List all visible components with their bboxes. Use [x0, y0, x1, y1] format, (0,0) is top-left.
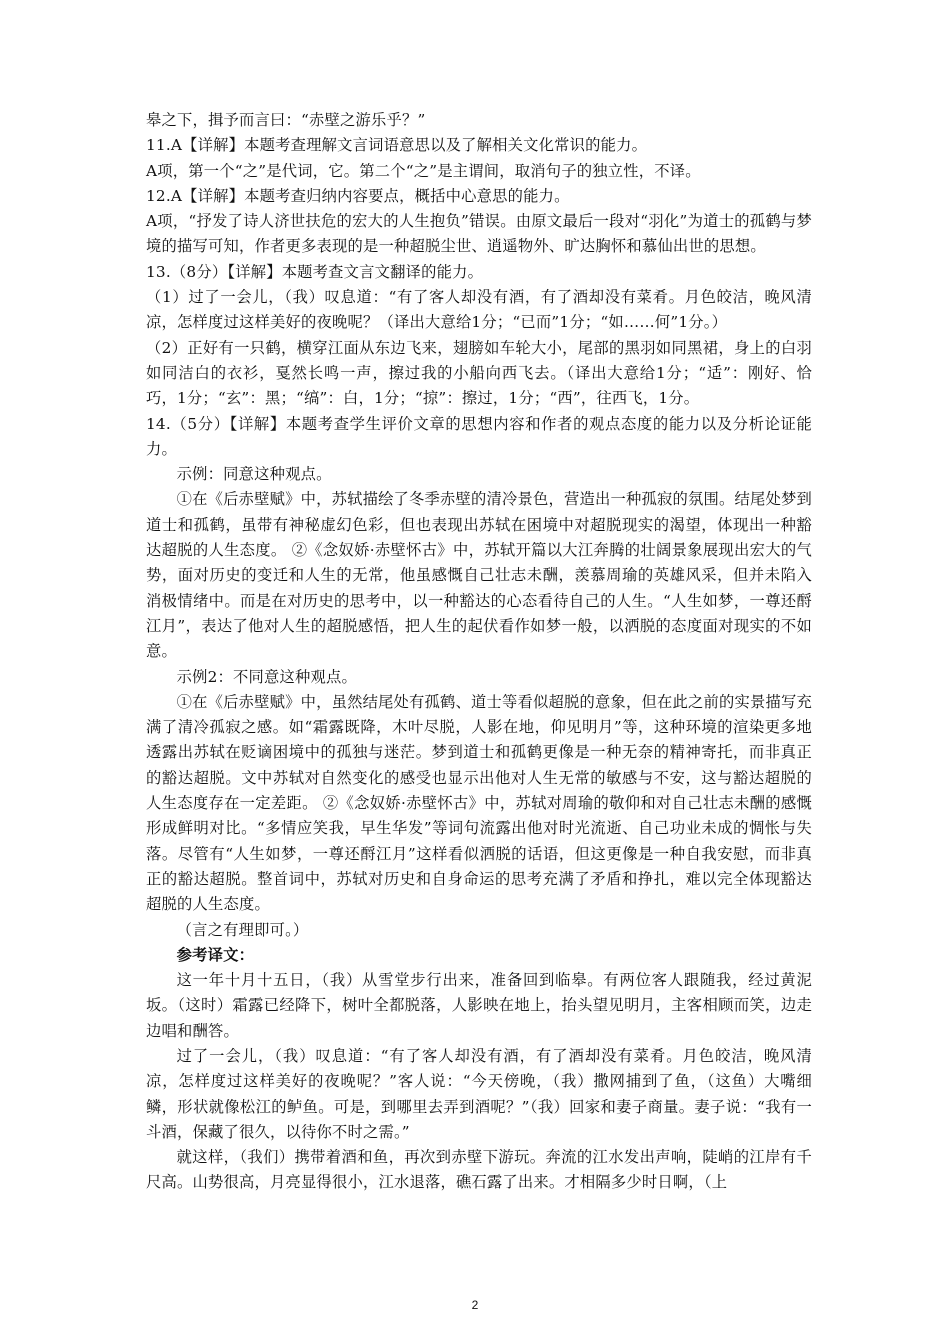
paragraph: 过了一会儿，（我）叹息道：“有了客人却没有酒，有了酒却没有菜肴。月色皎洁，晚风清凉，怎样度过这样美好的夜晚呢？”客人说：“今天傍晚，（我）撒网捕到了鱼，（这鱼）大嘴细鳞，形状就像松江的鲈鱼。可是，到哪里去弄到酒呢？”（我）回家和妻子商量。妻子说：“我有一斗酒，保藏了很久，以待你不时之需。”: [146, 1046, 812, 1141]
paragraph: 皋之下，揖予而言曰：“赤壁之游乐乎？”: [146, 111, 426, 129]
paragraph: ①在《后赤壁赋》中，苏轼描绘了冬季赤壁的清冷景色，营造出一种孤寂的氛围。结尾处梦到道士和孤鹤，虽带有神秘虚幻色彩，但也表现出苏轼在困境中对超脱现实的渴望，体现出一种豁达超脱的人生态度。 ②《念奴娇·赤壁怀古》中，苏轼开篇以大江奔腾的壮阔景象展现出宏大的气势，面对历史的变迁和人生的无常，他虽感慨自己壮志未酬，羡慕周瑜的英雄风采，但并未陷入消极情绪中。而是在对历史的思考中，以一种豁达的心态看待自己的人生。“人生如梦，一尊还酹江月”，表达了他对人生的超脱感悟，把人生的起伏看作如梦一般，以洒脱的态度面对现实的不如意。: [146, 490, 812, 661]
paragraph: 就这样，（我们）携带着酒和鱼，再次到赤壁下游玩。奔流的江水发出声响，陡峭的江岸有千尺高。山势很高，月亮显得很小，江水退落，礁石露了出来。才相隔多少时日啊，（上: [146, 1148, 812, 1192]
paragraph: 11.A【详解】本题考查理解文言词语意思以及了解相关文化常识的能力。: [146, 136, 648, 155]
paragraph: 示例：同意这种观点。: [176, 465, 332, 484]
paragraph: A项，第一个“之”是代词，它。第二个“之”是主谓间，取消句子的独立性，不译。: [146, 161, 701, 180]
paragraph: 13.（8分）【详解】本题考查文言文翻译的能力。: [146, 262, 484, 281]
paragraph: 示例2：不同意这种观点。: [176, 667, 357, 686]
document-body: [146, 108, 812, 1196]
paragraph: （1）过了一会儿，（我）叹息道：“有了客人却没有酒，有了酒却没有菜肴。月色皎洁，晚风清凉，怎样度过这样美好的夜晚呢？（译出大意给1分；“已而”1分；“如……何”1分。）: [146, 288, 812, 332]
paragraph: 这一年十月十五日，（我）从雪堂步行出来，准备回到临皋。有两位客人跟随我，经过黄泥坂。（这时）霜露已经降下，树叶全都脱落，人影映在地上，抬头望见明月，主客相顾而笑，边走边唱和酬答。: [146, 971, 812, 1040]
section-heading: 参考译文：: [176, 945, 255, 964]
paragraph: ①在《后赤壁赋》中，虽然结尾处有孤鹤、道士等看似超脱的意象，但在此之前的实景描写充满了清冷孤寂之感。如“霜露既降，木叶尽脱，人影在地，仰见明月”等，这种环境的渲染更多地透露出苏轼在贬谪困境中的孤独与迷茫。梦到道士和孤鹤更像是一种无奈的精神寄托，而非真正的豁达超脱。文中苏轼对自然变化的感受也显示出他对人生无常的敏感与不安，这与豁达超脱的人生态度存在一定差距。 ②《念奴娇·赤壁怀古》中，苏轼对周瑜的敬仰和对自己壮志未酬的感慨形成鲜明对比。“多情应笑我，早生华发”等词句流露出他对时光流逝、自己功业未成的惆怅与失落。尽管有“人生如梦，一尊还酹江月”这样看似洒脱的话语，但这更像是一种自我安慰，而非真正的豁达超脱。整首词中，苏轼对历史和自身命运的思考充满了矛盾和挣扎，难以完全体现豁达超脱的人生态度。: [146, 692, 812, 914]
paragraph: （2）正好有一只鹤，横穿江面从东边飞来，翅膀如车轮大小，尾部的黑羽如同黑裙，身上的白羽如同洁白的衣衫，戛然长鸣一声，擦过我的小船向西飞去。（译出大意给1分；“适”：刚好、恰巧，1分；“玄”：黑；“缟”：白，1分；“掠”：擦过，1分；“西”，往西飞，1分。: [146, 338, 812, 408]
page-number: 2: [471, 1298, 479, 1312]
paragraph: 14.（5分）【详解】本题考查学生评价文章的思想内容和作者的观点态度的能力以及分析论证能力。: [146, 414, 812, 458]
paragraph: 12.A【详解】本题考查归纳内容要点，概括中心意思的能力。: [146, 186, 570, 205]
paragraph: （言之有理即可。）: [176, 920, 309, 939]
paragraph: A项，“抒发了诗人济世扶危的宏大的人生抱负”错误。由原文最后一段对“羽化”为道士的孤鹤与梦境的描写可知，作者更多表现的是一种超脱尘世、逍遥物外、旷达胸怀和慕仙出世的思想。: [146, 212, 812, 256]
